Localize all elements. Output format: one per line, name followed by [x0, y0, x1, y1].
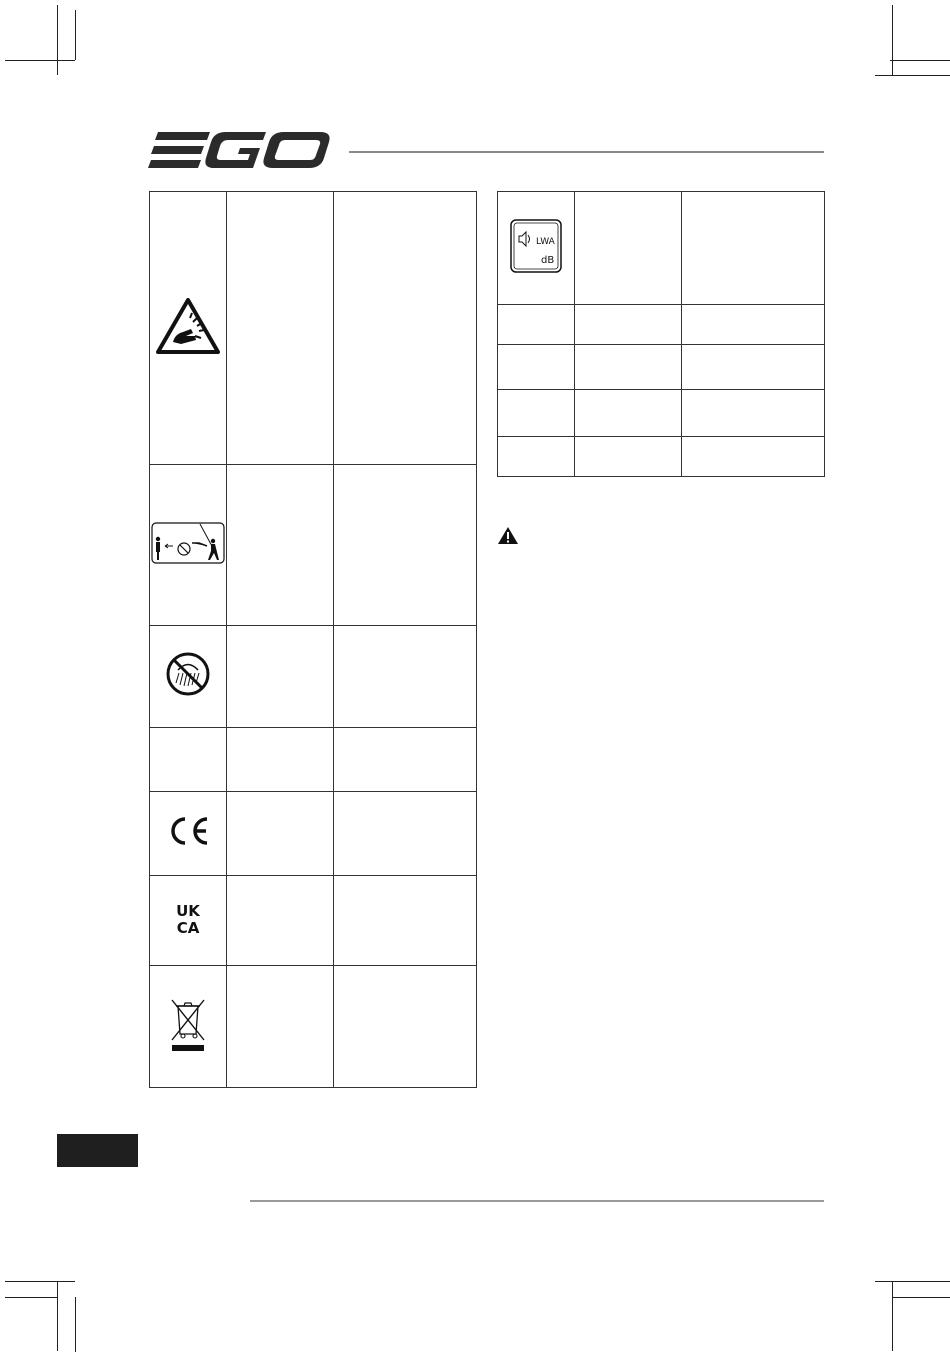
symbol-cell: [150, 966, 227, 1088]
explanation-cell: [682, 192, 825, 305]
language-tab: [57, 1134, 138, 1167]
symbol-cell: [150, 876, 227, 966]
table-row: [498, 305, 825, 345]
explanation-cell: [334, 792, 477, 876]
name-cell: [575, 437, 682, 477]
crop-mark: [890, 60, 950, 61]
name-cell: [227, 792, 334, 876]
crop-mark: [875, 1281, 950, 1282]
name-cell: [227, 876, 334, 966]
header-rule: [349, 151, 824, 153]
symbol-cell: [498, 192, 575, 305]
explanation-cell: [334, 966, 477, 1088]
sound-unit-text: dB: [541, 254, 555, 266]
table-row: [150, 728, 477, 792]
crop-mark: [892, 5, 893, 75]
explanation-cell: [334, 192, 477, 465]
name-cell: [575, 345, 682, 390]
symbol-cell: [498, 390, 575, 437]
name-cell: [575, 305, 682, 345]
table-row: [150, 876, 477, 966]
symbol-cell: [498, 345, 575, 390]
crop-mark: [892, 1297, 950, 1298]
footer-rule: [250, 1200, 824, 1202]
weee-bin-icon: [168, 996, 208, 1052]
table-row: [498, 192, 825, 305]
name-cell: [575, 390, 682, 437]
ego-logo: [148, 128, 332, 172]
symbol-cell: [150, 728, 227, 792]
symbol-cell: [498, 437, 575, 477]
ukca-mark-icon: [171, 901, 205, 935]
ce-mark-icon: [166, 816, 210, 846]
crop-mark: [875, 75, 950, 76]
table-row: [150, 192, 477, 465]
table-row: [150, 792, 477, 876]
crop-mark: [57, 1281, 58, 1351]
crop-mark: [5, 60, 75, 61]
explanation-cell: [334, 626, 477, 728]
symbol-cell: [150, 465, 227, 626]
table-row: [498, 437, 825, 477]
explanation-cell: [682, 390, 825, 437]
name-cell: [575, 192, 682, 305]
explanation-cell: [334, 876, 477, 966]
name-cell: [227, 728, 334, 792]
explanation-cell: [682, 437, 825, 477]
symbol-cell: [498, 305, 575, 345]
explanation-cell: [682, 305, 825, 345]
symbol-table-left: [149, 191, 477, 1088]
table-row: [498, 390, 825, 437]
cut-hazard-icon: [155, 296, 221, 356]
symbol-table-right: [497, 191, 825, 477]
name-cell: [227, 465, 334, 626]
crop-mark: [57, 5, 58, 75]
sound-power-icon: [509, 218, 563, 274]
name-cell: [227, 626, 334, 728]
table-row: [498, 345, 825, 390]
ukca-line-2: CA: [176, 919, 200, 935]
no-rain-icon: [165, 651, 211, 697]
crop-mark: [892, 1281, 893, 1351]
explanation-cell: [334, 728, 477, 792]
bystander-distance-icon: [151, 522, 225, 564]
symbol-cell: [150, 792, 227, 876]
crop-mark: [75, 1297, 76, 1352]
table-row: [150, 626, 477, 728]
symbol-cell: [150, 192, 227, 465]
symbol-cell: [150, 626, 227, 728]
crop-mark: [75, 10, 76, 60]
explanation-cell: [682, 345, 825, 390]
crop-mark: [5, 1281, 75, 1282]
name-cell: [227, 966, 334, 1088]
warning-triangle-icon: [497, 526, 519, 545]
ukca-line-1: UK: [176, 902, 200, 920]
crop-mark: [5, 1297, 57, 1298]
sound-symbol-text: LWA: [536, 236, 555, 247]
name-cell: [227, 192, 334, 465]
table-row: [150, 465, 477, 626]
table-row: [150, 966, 477, 1088]
explanation-cell: [334, 465, 477, 626]
